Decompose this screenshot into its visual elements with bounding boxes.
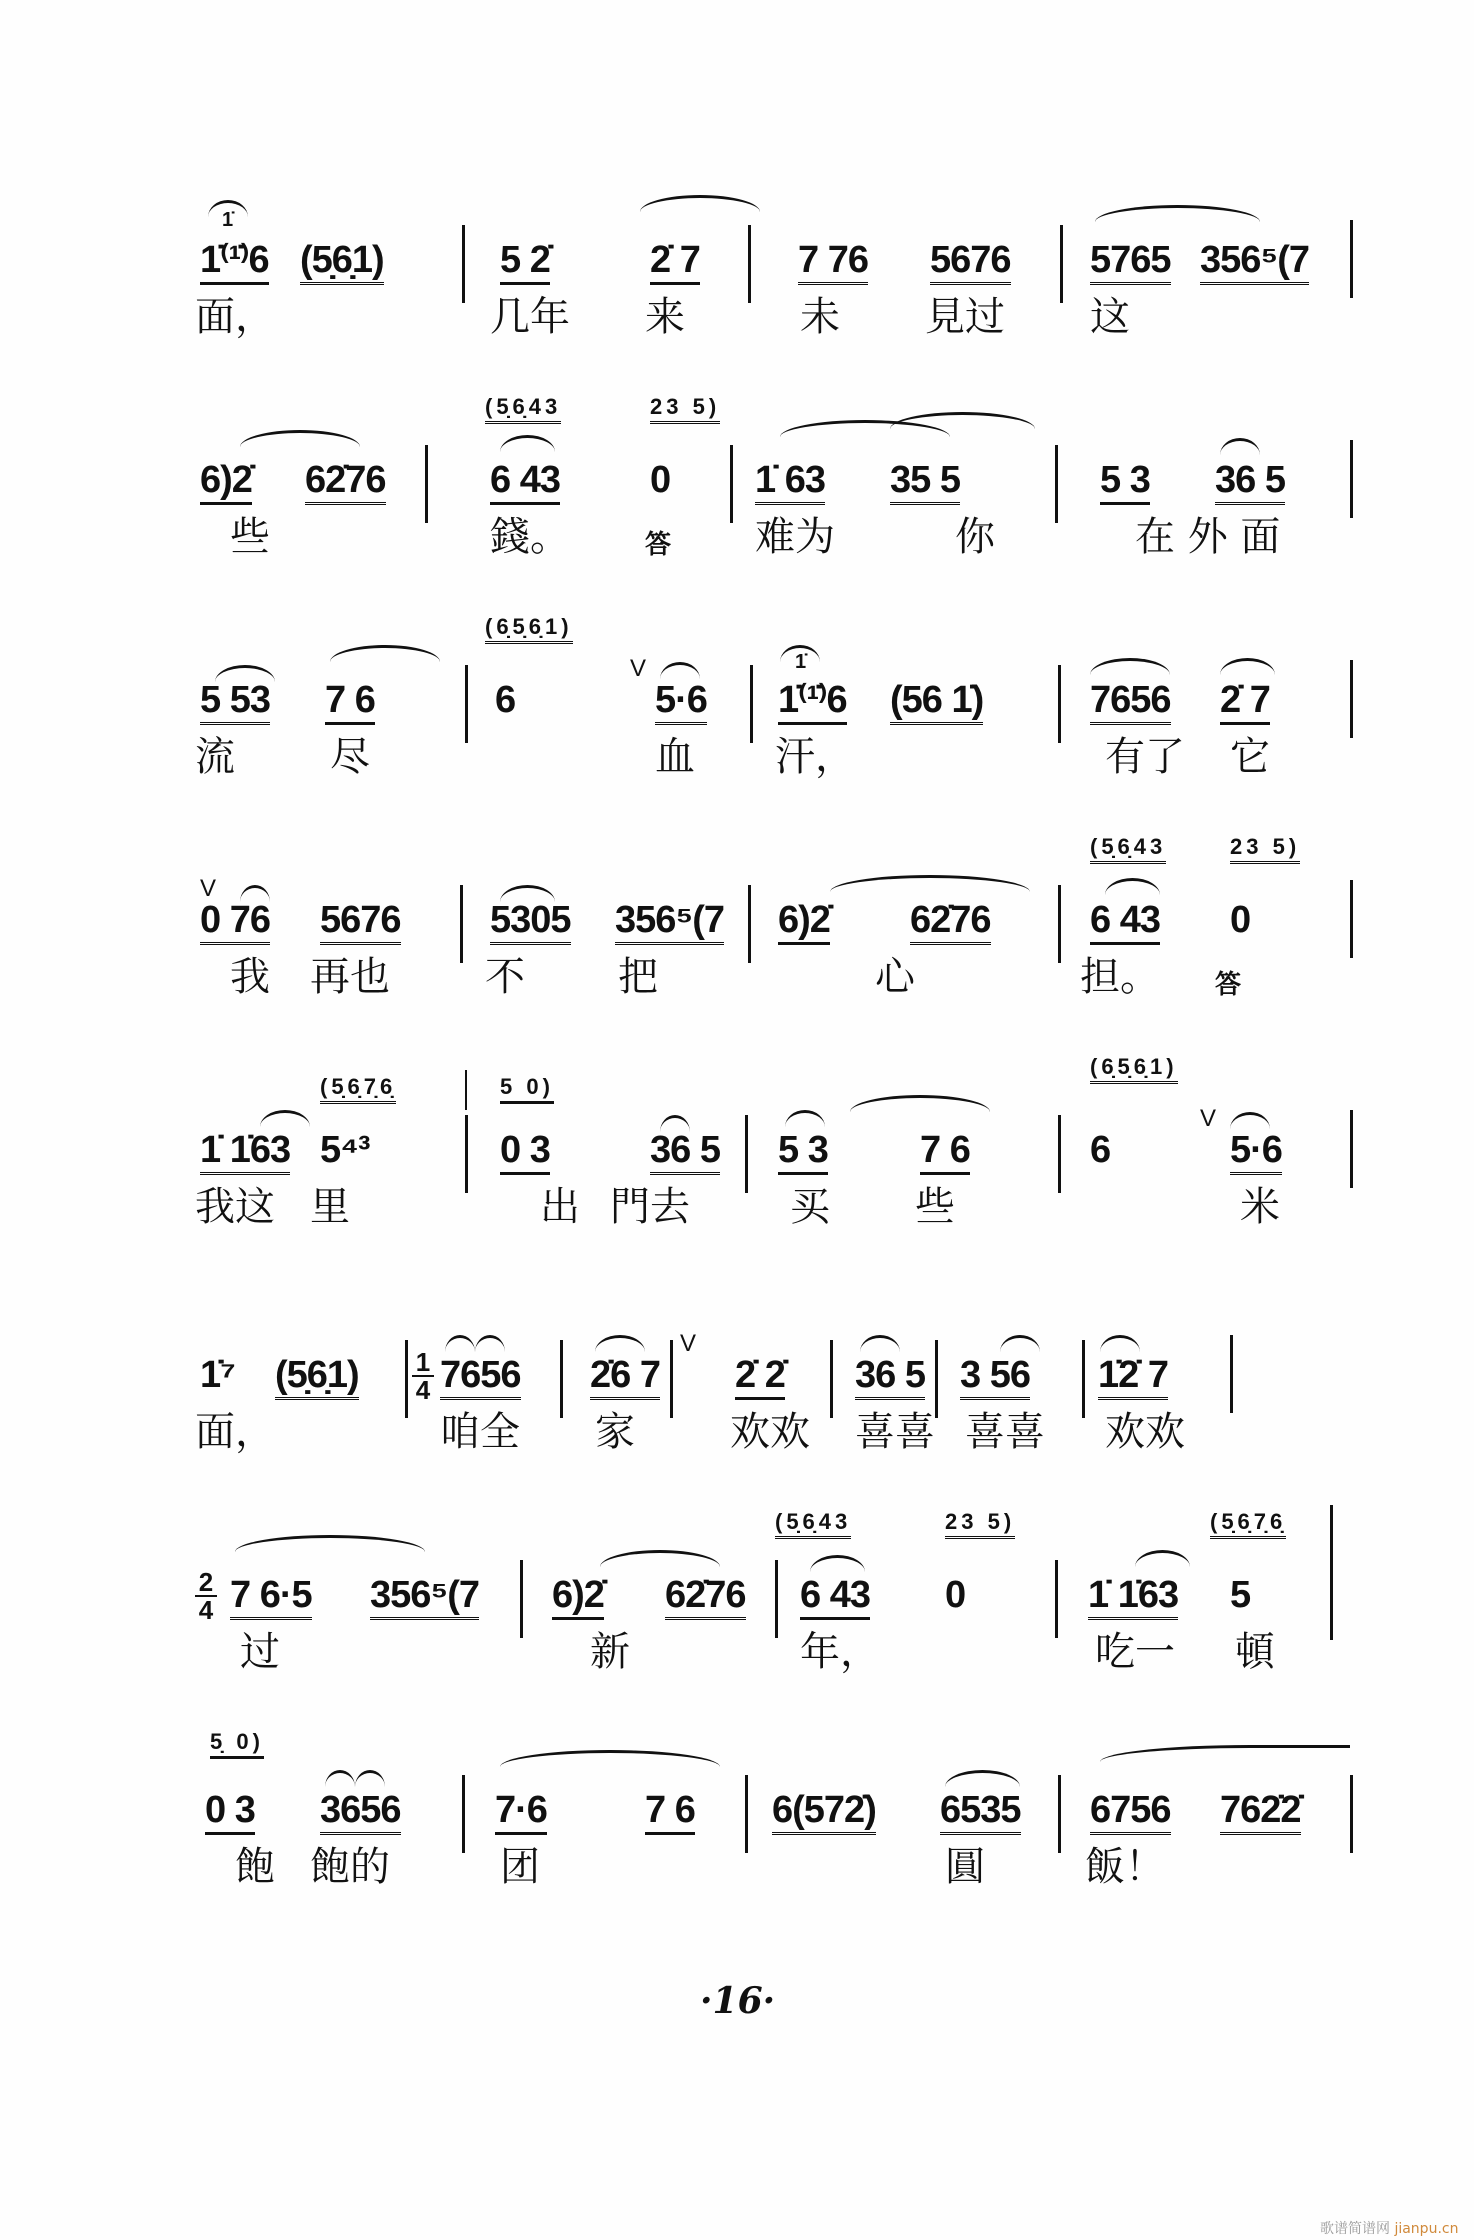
- breath-mark: V: [200, 875, 217, 902]
- note-group: 356⁵(7: [370, 1575, 479, 1620]
- note-group: 6 43: [490, 460, 560, 505]
- lyric: 来: [645, 294, 685, 340]
- lyric: 我这: [195, 1184, 275, 1230]
- barline: [1060, 225, 1063, 303]
- lyric: 年，: [800, 1629, 880, 1675]
- watermark-cn: 歌谱简谱网: [1320, 2221, 1390, 2237]
- note-group: 5676: [930, 240, 1011, 285]
- barline: [1330, 1505, 1333, 1640]
- barline: [730, 445, 733, 523]
- note-group: 7656: [440, 1355, 521, 1400]
- note-group: 62̇76: [305, 460, 386, 505]
- barline: [1082, 1340, 1085, 1418]
- note-group: 2̇ 7: [1220, 680, 1270, 725]
- lyric: 团: [500, 1844, 540, 1890]
- note-group: 3656: [320, 1790, 401, 1835]
- barline: [1350, 660, 1353, 738]
- note-group: 7·6: [495, 1790, 547, 1835]
- watermark-en: jianpu.cn: [1394, 2221, 1459, 2237]
- interlude-notes: (6̣5̣6̣1): [1090, 1055, 1178, 1084]
- note-group: 7 6: [920, 1130, 970, 1175]
- lyric: 难为: [755, 514, 835, 560]
- barline: [745, 1115, 748, 1193]
- note-group: 7 6: [645, 1790, 695, 1835]
- interlude-notes: (5̣6̣7̣6̣: [1210, 1510, 1286, 1539]
- note-group: 1̇ 1̇63: [200, 1130, 290, 1175]
- barline: [748, 225, 751, 303]
- note: 6: [1090, 1129, 1111, 1171]
- note: 6: [495, 679, 516, 721]
- lyric: 飽: [235, 1844, 275, 1890]
- barline: [748, 885, 751, 963]
- note-group: 35 5: [890, 460, 960, 505]
- interlude-notes: 5 0): [500, 1075, 554, 1104]
- barline: [1350, 880, 1353, 958]
- interlude-notes: (5̣6̣1): [300, 240, 384, 285]
- note-group: 5 3: [1100, 460, 1150, 505]
- lyric: 尽: [330, 734, 370, 780]
- barline: [830, 1340, 833, 1418]
- lyric: 把: [618, 954, 658, 1000]
- barline: [1058, 665, 1061, 743]
- barline: [1230, 1335, 1233, 1413]
- interlude-notes: (5̣6̣43: [1090, 835, 1166, 864]
- lyric: 几年: [490, 294, 570, 340]
- note-group: 2̇6 7: [590, 1355, 660, 1400]
- barline: [462, 1775, 465, 1853]
- interlude-notes: (5̣6̣43: [775, 1510, 851, 1539]
- lyric: 欢欢: [1105, 1409, 1185, 1455]
- lyric: 在 外 面: [1135, 514, 1281, 560]
- note-group: 356⁵(7: [1200, 240, 1309, 285]
- lyric: 有了: [1105, 734, 1185, 780]
- barline: [1058, 885, 1061, 963]
- lyric: 頓: [1235, 1629, 1275, 1675]
- barline: [1350, 220, 1353, 298]
- time-signature: 2 4: [195, 1569, 217, 1623]
- lyric: 門去: [610, 1184, 690, 1230]
- note-group: 1̇⁽¹̇⁾6: [778, 680, 847, 725]
- note-group: 6(572̇): [772, 1790, 876, 1835]
- speech-marker-da: 答: [1215, 970, 1242, 1000]
- lyric: 再也: [310, 954, 390, 1000]
- interlude-barline: [465, 1070, 467, 1110]
- note-group: 1̇2̇ 7: [1098, 1355, 1168, 1400]
- note-group: 1̇ 63: [755, 460, 825, 505]
- note-group: 3 56: [960, 1355, 1030, 1400]
- lyric: 它: [1230, 734, 1270, 780]
- barline: [750, 665, 753, 743]
- note-group: 36 5: [1215, 460, 1285, 505]
- note-group: 0 3: [500, 1130, 550, 1175]
- interlude-notes: 23 5): [945, 1510, 1015, 1539]
- page-number: ·16·: [700, 1980, 776, 2022]
- score-page: 1̇ 1̇⁽¹̇⁾6 (5̣6̣1) 5 2̇ 2̇ 7 7 76 5676 5765 356⁵(7 面， 几年 来 未 見过 这 (5̣6̣43 23 5) 6)2̇ 62̇76 6 43 0 1̇ 63 35 5 5 3 36 5 些 錢。 答 难为 你 在 外 面 (6̣5̣6̣1) 5 53 7 6 6 V 5·6 1̇ 1̇⁽¹̇⁾6 (56 1̇) 7656 2̇ 7 流 尽 血 汗， 有了 它 (5̣6̣43 23 5) V 0 76 5676 5305 356⁵(7 6)2̇ 62̇76 6 43 0 我 再也 不 把 心 担。 答 (5̣6̣7̣6̣ 5 0) (6̣5̣6̣1) 1̇ 1̇63 5⁴³ 0 3 36 5 5 3 7 6 6 V 5·6 我这 里 出 門去 买 些 米 1̇⁷ (5̣6̣1) 1 4 7656 2̇6 7 V 2̇ 2̇ 36 5 3 56 1̇2̇ 7 面， 咱全 家 欢欢 喜喜 喜喜 欢欢 (5̣6̣43 23 5) (5̣6̣7̣6̣ 2 4 7 6·5 356⁵(7 6)2̇ 62̇76 6 43 0 1̇ 1̇63 5 过 新 年， 吃一 頓 5̣ 0) 0 3 3656 7·6 7 6 6(572̇) 6535 6756 762̇2̇ 飽 飽的 团 圓 飯！ ·16· 歌谱简谱网 jianpu.cn: [0, 0, 1474, 2240]
- time-signature: 1 4: [412, 1349, 434, 1403]
- barline: [425, 445, 428, 523]
- barline: [670, 1340, 673, 1418]
- interlude-notes: (5̣6̣1): [275, 1355, 359, 1400]
- lyric: 喜喜: [855, 1409, 935, 1455]
- lyric: 担。: [1080, 954, 1160, 1000]
- note-group: 6 43: [1090, 900, 1160, 945]
- lyric: 欢欢: [730, 1409, 810, 1455]
- breath-mark: V: [680, 1330, 697, 1357]
- note-group: 762̇2̇: [1220, 1790, 1301, 1835]
- lyric: 咱全: [440, 1409, 520, 1455]
- barline: [405, 1340, 408, 1418]
- interlude-notes: (56 1̇): [890, 680, 983, 725]
- lyric: 过: [240, 1629, 280, 1675]
- note-group: 36 5: [855, 1355, 925, 1400]
- note-group: 6535: [940, 1790, 1021, 1835]
- note-group: 5 2̇: [500, 240, 550, 285]
- barline: [462, 225, 465, 303]
- barline: [460, 885, 463, 963]
- lyric: 未: [800, 294, 840, 340]
- note-group: 5 3: [778, 1130, 828, 1175]
- interlude-notes: (5̣6̣43: [485, 395, 561, 424]
- lyric: 錢。: [490, 514, 570, 560]
- site-watermark: [1320, 2218, 1458, 2238]
- note-group: 1̇ 1̇63: [1088, 1575, 1178, 1620]
- lyric: 流: [195, 734, 235, 780]
- breath-mark: V: [630, 655, 647, 682]
- lyric: 吃一: [1095, 1629, 1175, 1675]
- rest-note: 0: [1230, 899, 1251, 941]
- lyric: 米: [1240, 1184, 1280, 1230]
- lyric: 血: [655, 734, 695, 780]
- interlude-notes: 5̣ 0): [210, 1730, 264, 1759]
- barline: [1055, 1560, 1058, 1638]
- note-group: 0 3: [205, 1790, 255, 1835]
- note: 5⁴³: [320, 1129, 370, 1171]
- barline: [935, 1340, 938, 1418]
- note-group: 0 76: [200, 900, 270, 945]
- barline: [1350, 440, 1353, 518]
- note-group: 5·6: [1230, 1130, 1282, 1175]
- barline: [1350, 1775, 1353, 1853]
- note-group: 6)2̇: [200, 460, 252, 505]
- note-group: 36 5: [650, 1130, 720, 1175]
- note-group: 6 43: [800, 1575, 870, 1620]
- note: 5: [1230, 1574, 1251, 1616]
- lyric: 我: [230, 954, 270, 1000]
- lyric: 家: [595, 1409, 635, 1455]
- note-group: 5676: [320, 900, 401, 945]
- lyric: 汗，: [775, 734, 855, 780]
- note-group: 7656: [1090, 680, 1171, 725]
- barline: [1055, 445, 1058, 523]
- note-group: 5765: [1090, 240, 1171, 285]
- lyric: 买: [790, 1184, 830, 1230]
- note-group: 6756: [1090, 1790, 1171, 1835]
- lyric: 見过: [925, 294, 1005, 340]
- rest-note: 0: [945, 1574, 966, 1616]
- lyric: 里: [310, 1184, 350, 1230]
- note-group: 2̇ 2̇: [735, 1355, 785, 1400]
- lyric: 面，: [195, 1409, 275, 1455]
- note-group: 5·6: [655, 680, 707, 725]
- note-group: 62̇76: [910, 900, 991, 945]
- speech-marker-da: 答: [645, 530, 672, 560]
- barline: [465, 665, 468, 743]
- interlude-notes: (6̣5̣6̣1): [485, 615, 573, 644]
- note-group: 62̇76: [665, 1575, 746, 1620]
- interlude-notes: 23 5): [1230, 835, 1300, 864]
- note-group: 1̇⁽¹̇⁾6: [200, 240, 269, 285]
- note-group: 7 76: [798, 240, 868, 285]
- barline: [465, 1115, 468, 1193]
- breath-mark: V: [1200, 1105, 1217, 1132]
- note-group: 2̇ 7: [650, 240, 700, 285]
- interlude-notes: (5̣6̣7̣6̣: [320, 1075, 396, 1104]
- barline: [1350, 1110, 1353, 1188]
- lyric: 新: [590, 1629, 630, 1675]
- lyric: 飽的: [310, 1844, 390, 1890]
- barline: [775, 1560, 778, 1638]
- note-group: 1̇⁷: [200, 1354, 235, 1396]
- lyric: 些: [230, 514, 270, 560]
- lyric: 这: [1090, 294, 1130, 340]
- barline: [520, 1560, 523, 1638]
- interlude-notes: 23 5): [650, 395, 720, 424]
- note-group: 6)2̇: [552, 1575, 604, 1620]
- note-group: 7 6·5: [230, 1575, 312, 1620]
- note-group: 5305: [490, 900, 571, 945]
- lyric: 你: [955, 514, 995, 560]
- note-group: 356⁵(7: [615, 900, 724, 945]
- lyric: 不: [485, 954, 525, 1000]
- barline: [745, 1775, 748, 1853]
- barline: [1058, 1115, 1061, 1193]
- lyric: 喜喜: [965, 1409, 1045, 1455]
- lyric: 出: [540, 1184, 580, 1230]
- note-group: 6)2̇: [778, 900, 830, 945]
- note-group: 5 53: [200, 680, 270, 725]
- lyric: 飯！: [1085, 1844, 1165, 1890]
- note-group: 7 6: [325, 680, 375, 725]
- lyric: 圓: [945, 1844, 985, 1890]
- lyric: 些: [915, 1184, 955, 1230]
- lyric: 心: [875, 954, 915, 1000]
- rest-note: 0: [650, 459, 671, 501]
- barline: [560, 1340, 563, 1418]
- lyric: 面，: [195, 294, 275, 340]
- barline: [1058, 1775, 1061, 1853]
